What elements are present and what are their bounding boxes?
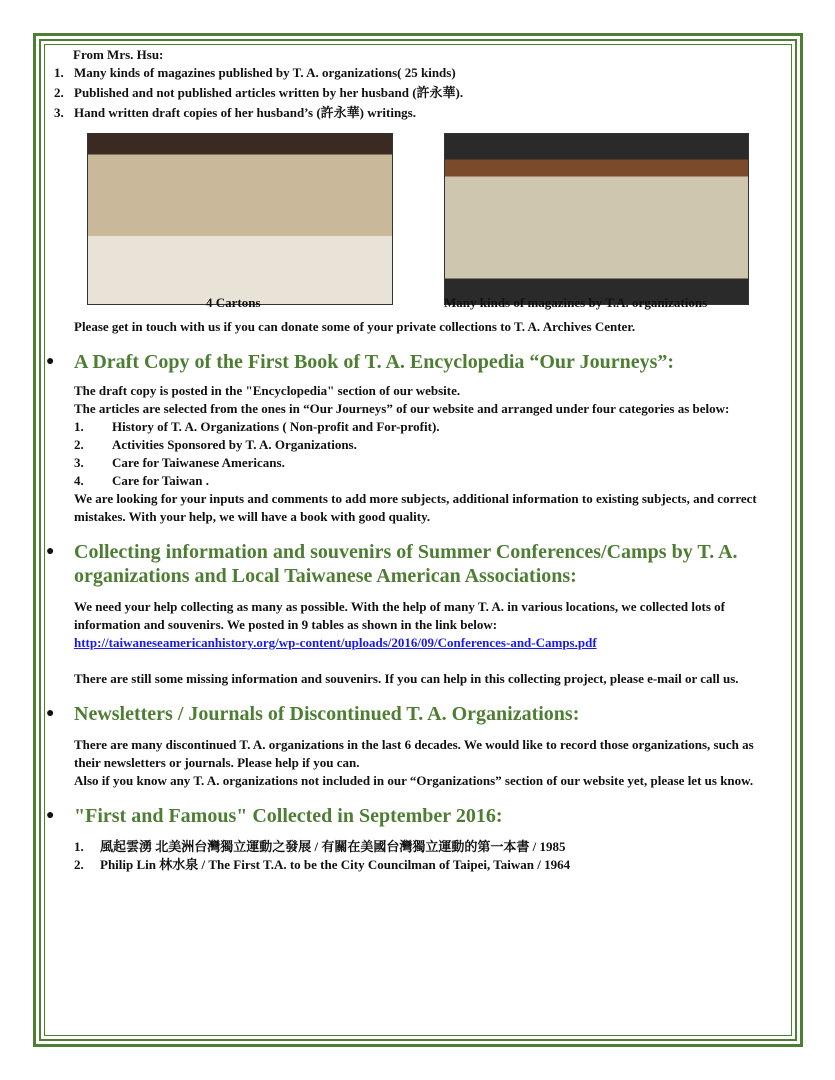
paragraph: We are looking for your inputs and comments to add more subjects, additional information to existing subjects, and correct mistakes. With your help, we will have a book with good quality. <box>74 491 757 524</box>
list-item: 4. Care for Taiwan . <box>74 473 210 488</box>
list-item: 2. Activities Sponsored by T. A. Organizations. <box>74 437 357 452</box>
paragraph: We need your help collecting as many as possible. With the help of many T. A. in various locations, we collected lots of information and souvenirs. We posted in 9 tables as shown in the link below: <box>74 599 725 632</box>
list-item: 2. Philip Lin 林水泉 / The First T.A. to be the City Councilman of Taipei, Taiwan / 1964 <box>74 857 571 872</box>
section-heading: ● "First and Famous" Collected in September 2016: <box>46 805 503 827</box>
list-item: 1. Many kinds of magazines published by T. A. organizations( 25 kinds) <box>54 65 456 80</box>
section-heading: ● A Draft Copy of the First Book of T. A. Encyclopedia “Our Journeys”: <box>46 351 675 373</box>
photo-caption: 4 Cartons <box>206 295 261 310</box>
category-list <box>74 418 780 490</box>
conferences-pdf-link[interactable]: http://taiwaneseamericanhistory.org/wp-content/uploads/2016/09/Conferences-and-Camps.pdf <box>74 635 597 650</box>
section-heading: ● Newsletters / Journals of Discontinued T. A. Organizations: <box>46 703 580 725</box>
donate-note: Please get in touch with us if you can donate some of your private collections to T. A. Archives Center. <box>74 319 636 334</box>
intro-title: From Mrs. Hsu: <box>73 47 164 62</box>
list-item: 3. Hand written draft copies of her husband’s (許永華) writings. <box>54 105 416 120</box>
paragraph: The articles are selected from the ones in “Our Journeys” of our website and arranged under four categories as below: <box>74 401 730 416</box>
section-heading: ● Collecting information and souvenirs of Summer Conferences/Camps by T. A. organizations and Local Taiwanese American Associations: <box>46 541 738 587</box>
paragraph: There are still some missing information and souvenirs. If you can help in this collecting project, please e-mail or call us. <box>74 671 739 686</box>
list-item: 3. Care for Taiwanese Americans. <box>74 455 285 470</box>
list-item: 1. History of T. A. Organizations ( Non-profit and For-profit). <box>74 419 440 434</box>
paragraph: The draft copy is posted in the "Encyclopedia" section of our website. <box>74 383 461 398</box>
paragraph: There are many discontinued T. A. organizations in the last 6 decades. We would like to record those organizations, such as their newsletters or journals. Please help if you can. <box>74 737 754 770</box>
paragraph: Also if you know any T. A. organizations not included in our “Organizations” section of our website yet, please let us know. <box>74 773 754 788</box>
list-item: 1. 風起雲湧 北美洲台灣獨立運動之發展 / 有關在美國台灣獨立運動的第一本書 / 1985 <box>74 839 566 854</box>
intro-list <box>54 64 780 122</box>
first-famous-list <box>74 838 780 874</box>
list-item: 2. Published and not published articles written by her husband (許永華). <box>54 85 464 100</box>
photo-caption: Many kinds of magazines by T.A. organizations <box>444 295 708 310</box>
